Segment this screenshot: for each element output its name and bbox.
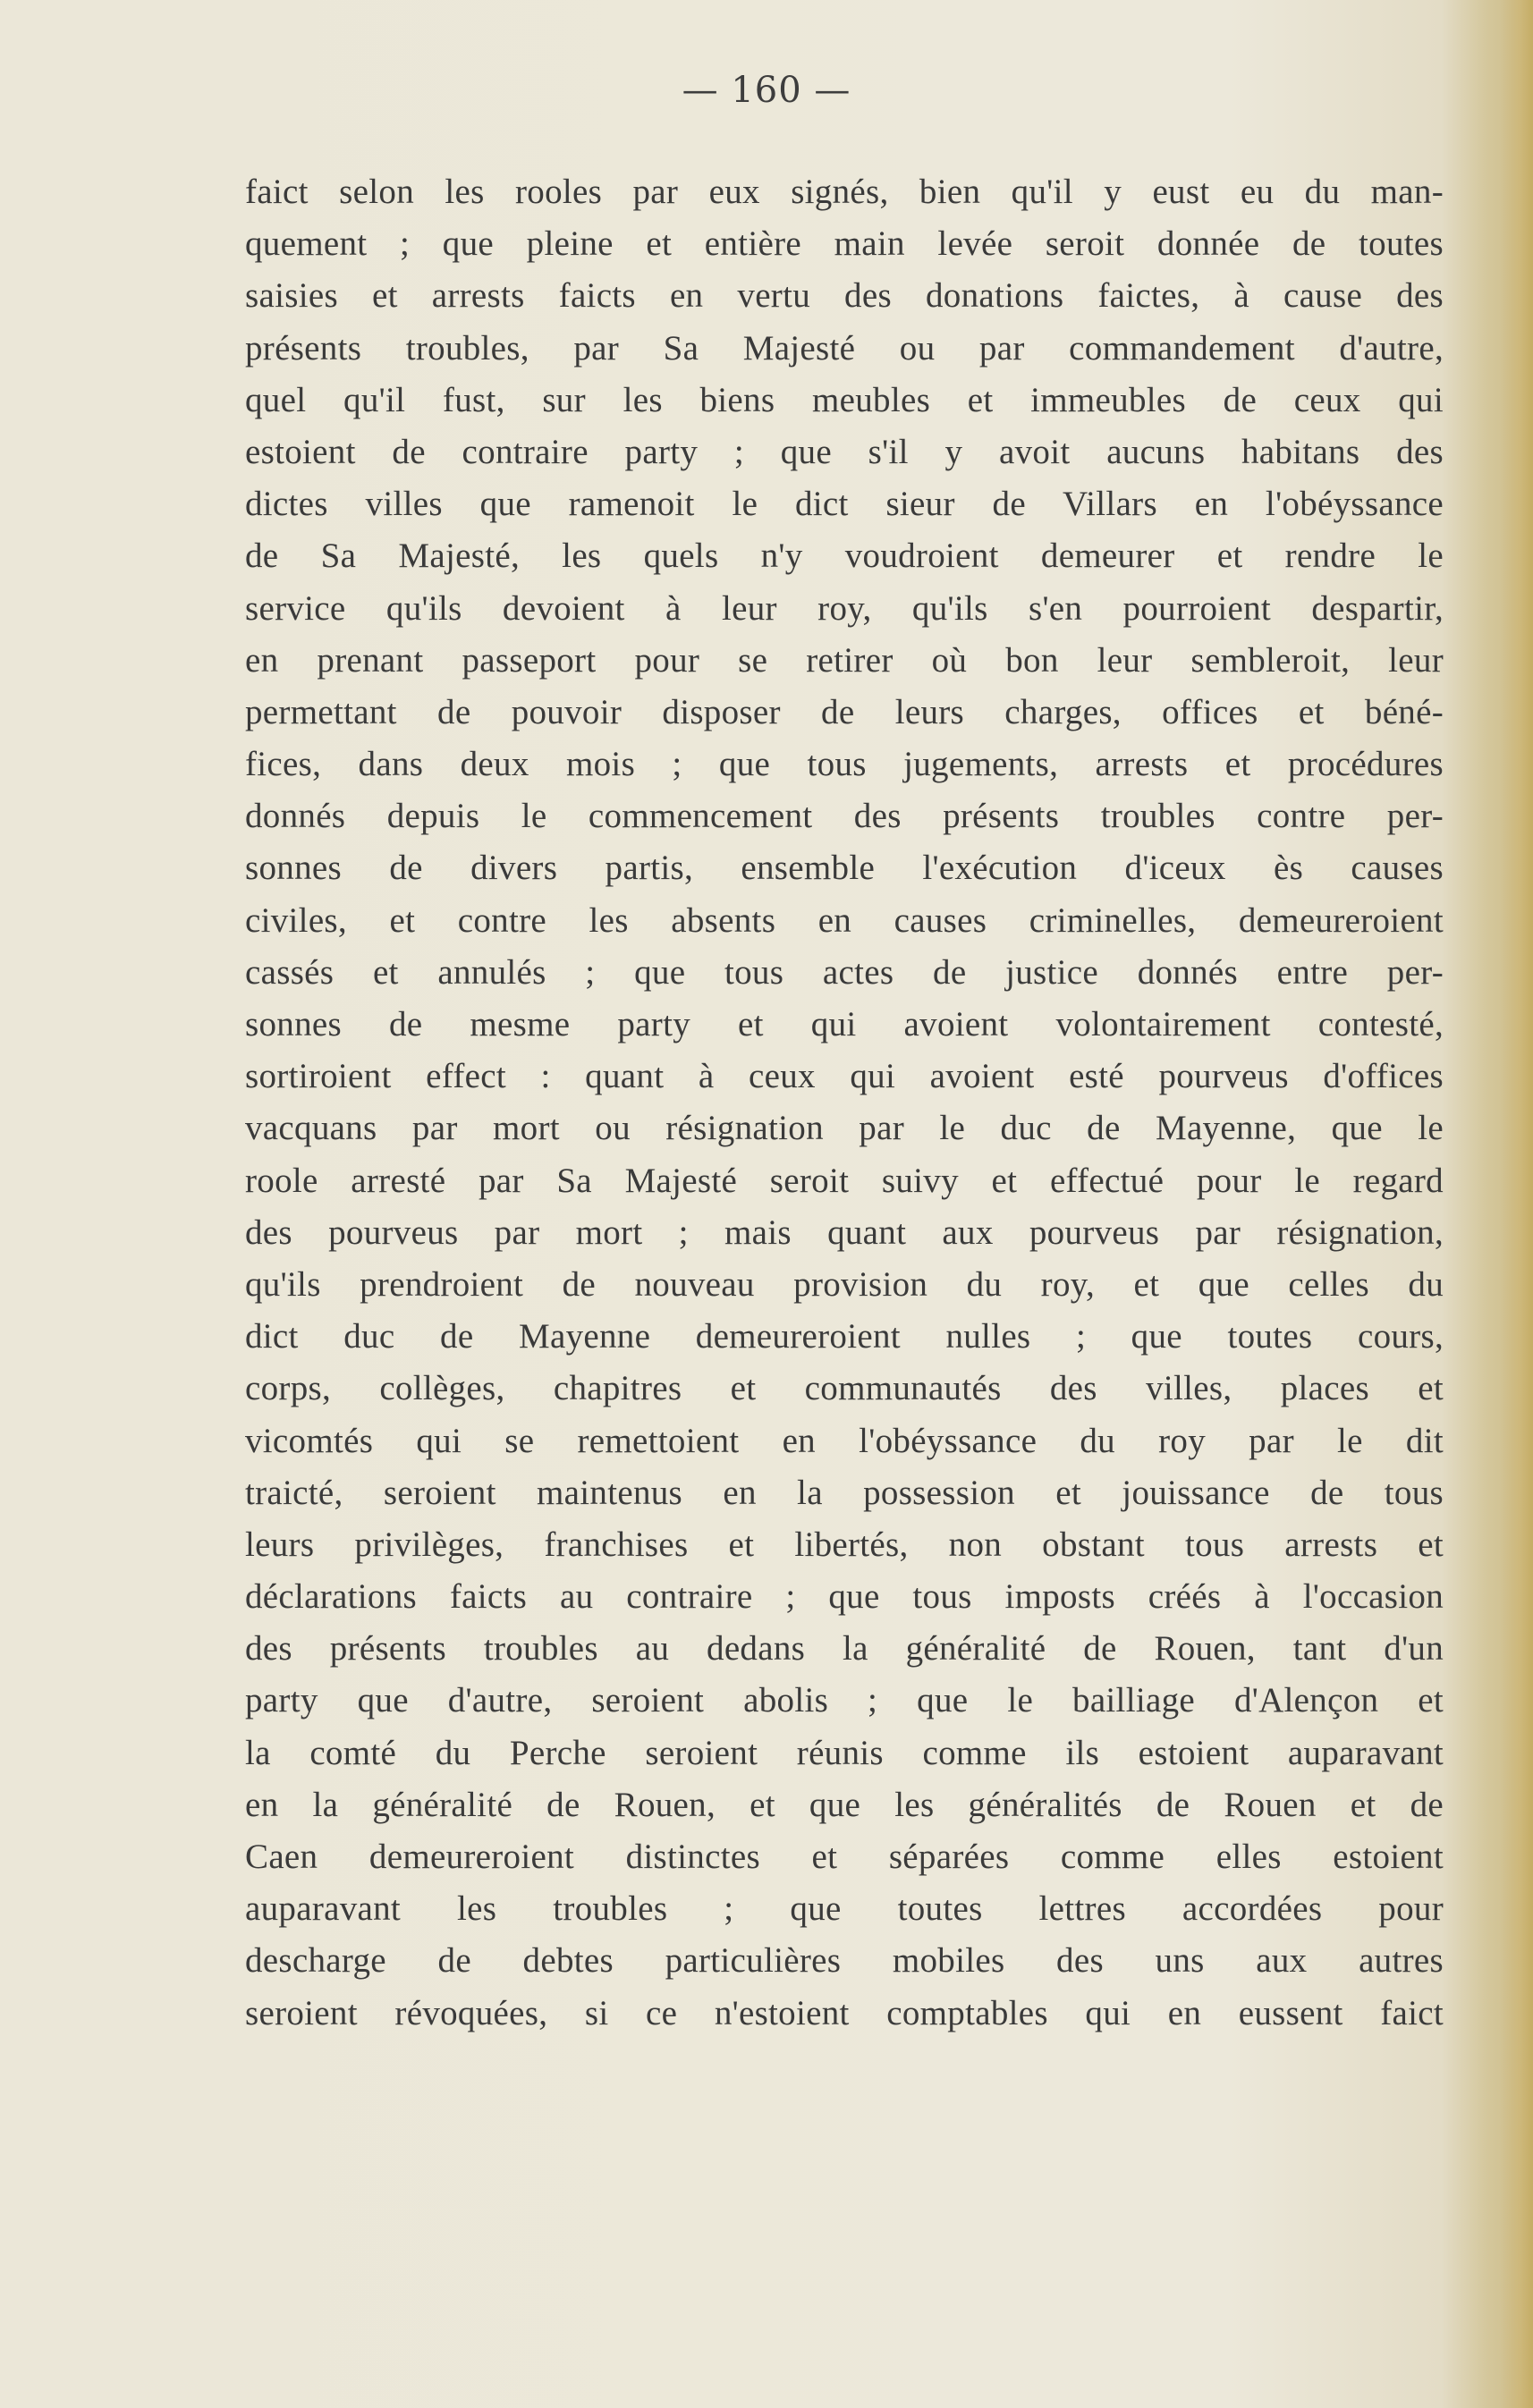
text-line: en la généralité de Rouen, et que les généralités de Rouen et de (245, 1785, 1444, 1824)
page-edge-stain (1501, 0, 1533, 2408)
text-line: corps, collèges, chapitres et communautés des villes, places et (245, 1369, 1444, 1408)
text-line: saisies et arrests faicts en vertu des donations faictes, à cause des (245, 276, 1444, 316)
text-line: estoient de contraire party ; que s'il y avoit aucuns habitans des (245, 432, 1444, 471)
text-line: descharge de debtes particulières mobiles des uns aux autres (245, 1941, 1444, 1981)
text-line: dictes villes que ramenoit le dict sieur de Villars en l'obéyssance (245, 485, 1444, 524)
text-line: leurs privilèges, franchises et libertés, non obstant tous arrests et (245, 1525, 1444, 1564)
text-line: cassés et annulés ; que tous actes de justice donnés entre per- (245, 952, 1444, 992)
text-line: auparavant les troubles ; que toutes lettres accordées pour (245, 1889, 1444, 1929)
text-line: Caen demeureroient distinctes et séparées comme elles estoient (245, 1838, 1444, 1876)
text-line: dict duc de Mayenne demeureroient nulles ; que toutes cours, (245, 1317, 1444, 1356)
text-line: vacquans par mort ou résignation par le duc de Mayenne, que le (245, 1109, 1444, 1148)
text-line: sonnes de mesme party et qui avoient volontairement contesté, (245, 1005, 1444, 1043)
text-line: quement ; que pleine et entière main levée seroit donnée de toutes (245, 224, 1444, 264)
text-line: service qu'ils devoient à leur roy, qu'ils s'en pourroient despartir, (245, 588, 1444, 628)
text-line: déclarations faicts au contraire ; que tous imposts créés à l'occasion (245, 1577, 1444, 1617)
text-line: vicomtés qui se remettoient en l'obéyssance du roy par le dit (245, 1421, 1444, 1460)
text-line: seroient révoquées, si ce n'estoient comptables qui en eussent faict (245, 1993, 1444, 2032)
page-number: — 160 — (682, 70, 851, 111)
text-line: donnés depuis le commencement des présents troubles contre per- (245, 797, 1444, 836)
text-line: sortiroient effect : quant à ceux qui avoient esté pourveus d'offices (245, 1057, 1444, 1096)
text-line: faict selon les rooles par eux signés, bien qu'il y eust eu du man- (245, 173, 1444, 211)
text-line: fices, dans deux mois ; que tous jugements, arrests et procédures (245, 745, 1444, 784)
text-line: party que d'autre, seroient abolis ; que le bailliage d'Alençon et (245, 1681, 1444, 1720)
text-line: qu'ils prendroient de nouveau provision du roy, et que celles du (245, 1264, 1444, 1304)
text-line: traicté, seroient maintenus en la possession et jouissance de tous (245, 1473, 1444, 1512)
text-line: des pourveus par mort ; mais quant aux pourveus par résignation, (245, 1212, 1444, 1252)
body-text (245, 166, 1444, 2040)
text-line: roole arresté par Sa Majesté seroit suivy et effectué pour le regard (245, 1161, 1444, 1200)
text-line: quel qu'il fust, sur les biens meubles et immeubles de ceux qui (245, 380, 1444, 419)
text-line: permettant de pouvoir disposer de leurs charges, offices et béné- (245, 692, 1444, 731)
text-line: de Sa Majesté, les quels n'y voudroient demeurer et rendre le (245, 537, 1444, 576)
text-line: en prenant passeport pour se retirer où bon leur sembleroit, leur (245, 640, 1444, 680)
text-line: civiles, et contre les absents en causes criminelles, demeureroient (245, 900, 1444, 940)
text-line: des présents troubles au dedans la généralité de Rouen, tant d'un (245, 1629, 1444, 1669)
text-line: présents troubles, par Sa Majesté ou par commandement d'autre, (245, 328, 1444, 368)
text-line: sonnes de divers partis, ensemble l'exécution d'iceux ès causes (245, 849, 1444, 888)
text-line: la comté du Perche seroient réunis comme ils estoient auparavant (245, 1733, 1444, 1772)
